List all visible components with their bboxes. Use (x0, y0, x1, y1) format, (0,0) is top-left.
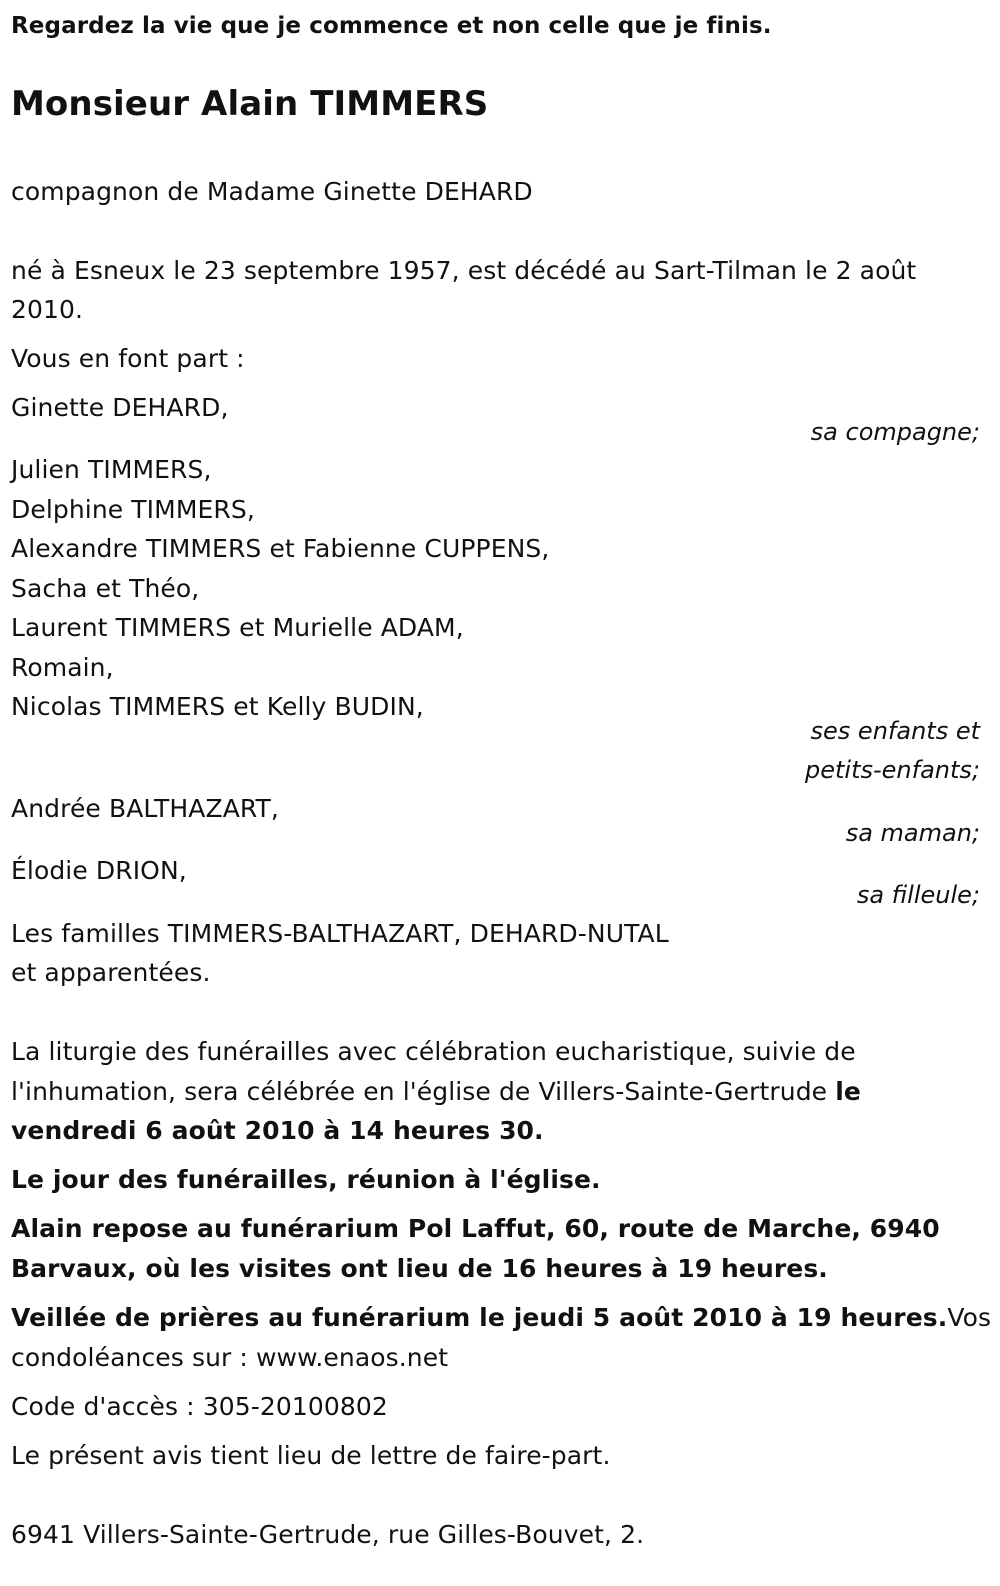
family-name: Nicolas TIMMERS et Kelly BUDIN, (11, 692, 424, 721)
announce-line: Vous en font part : (11, 344, 245, 373)
family-role-children-2: petits-enfants; (805, 756, 980, 784)
family-role-mother: sa maman; (845, 819, 980, 847)
family-name: Andrée BALTHAZART, (11, 794, 279, 823)
address-line: 6941 Villers-Sainte-Gertrude, rue Gilles-Bouvet, 2. (11, 1520, 645, 1549)
birth-death-line-2: 2010. (11, 295, 84, 324)
meeting-line: Le jour des funérailles, réunion à l'église. (11, 1165, 601, 1194)
family-name: Alexandre TIMMERS et Fabienne CUPPENS, (11, 534, 550, 563)
ceremony-date: vendredi 6 août 2010 à 14 heures 30. (11, 1116, 544, 1145)
vigil-line-1 (11, 1302, 991, 1334)
families-line-1: Les familles TIMMERS-BALTHAZART, DEHARD-NUTAL (11, 919, 669, 948)
condolences-line: condoléances sur : www.enaos.net (11, 1343, 449, 1372)
family-role-children-1: ses enfants et (810, 717, 980, 745)
families-line-2: et apparentées. (11, 958, 211, 987)
repose-line-1: Alain repose au funérarium Pol Laffut, 60, route de Marche, 6940 (11, 1214, 940, 1243)
family-role-goddaughter: sa filleule; (856, 881, 980, 909)
family-name: Delphine TIMMERS, (11, 495, 255, 524)
ceremony-line-1: La liturgie des funérailles avec célébration eucharistique, suivie de (11, 1037, 856, 1066)
family-name: Julien TIMMERS, (11, 455, 212, 484)
motto: Regardez la vie que je commence et non celle que je finis. (11, 13, 772, 39)
family-name: Élodie DRION, (11, 856, 187, 885)
family-name: Ginette DEHARD, (11, 393, 229, 422)
family-name: Romain, (11, 653, 114, 682)
family-name: Laurent TIMMERS et Murielle ADAM, (11, 613, 464, 642)
vigil-regular: Vos (947, 1303, 992, 1332)
family-name: Sacha et Théo, (11, 574, 200, 603)
ceremony-line-2-bold: le (835, 1077, 861, 1106)
birth-death-line-1: né à Esneux le 23 septembre 1957, est décédé au Sart-Tilman le 2 août (11, 256, 917, 285)
family-role-companion: sa compagne; (810, 418, 980, 446)
companion-line: compagnon de Madame Ginette DEHARD (11, 177, 533, 206)
ceremony-line-2-text: l'inhumation, sera célébrée en l'église de Villers-Sainte-Gertrude (11, 1077, 836, 1106)
vigil-bold: Veillée de prières au funérarium le jeudi 5 août 2010 à 19 heures. (11, 1303, 948, 1332)
repose-line-2: Barvaux, où les visites ont lieu de 16 heures à 19 heures. (11, 1254, 828, 1283)
ceremony-line-2 (11, 1076, 861, 1108)
notice-line: Le présent avis tient lieu de lettre de faire-part. (11, 1441, 611, 1470)
access-code: Code d'accès : 305-20100802 (11, 1392, 388, 1421)
deceased-name: Monsieur Alain TIMMERS (11, 84, 489, 124)
